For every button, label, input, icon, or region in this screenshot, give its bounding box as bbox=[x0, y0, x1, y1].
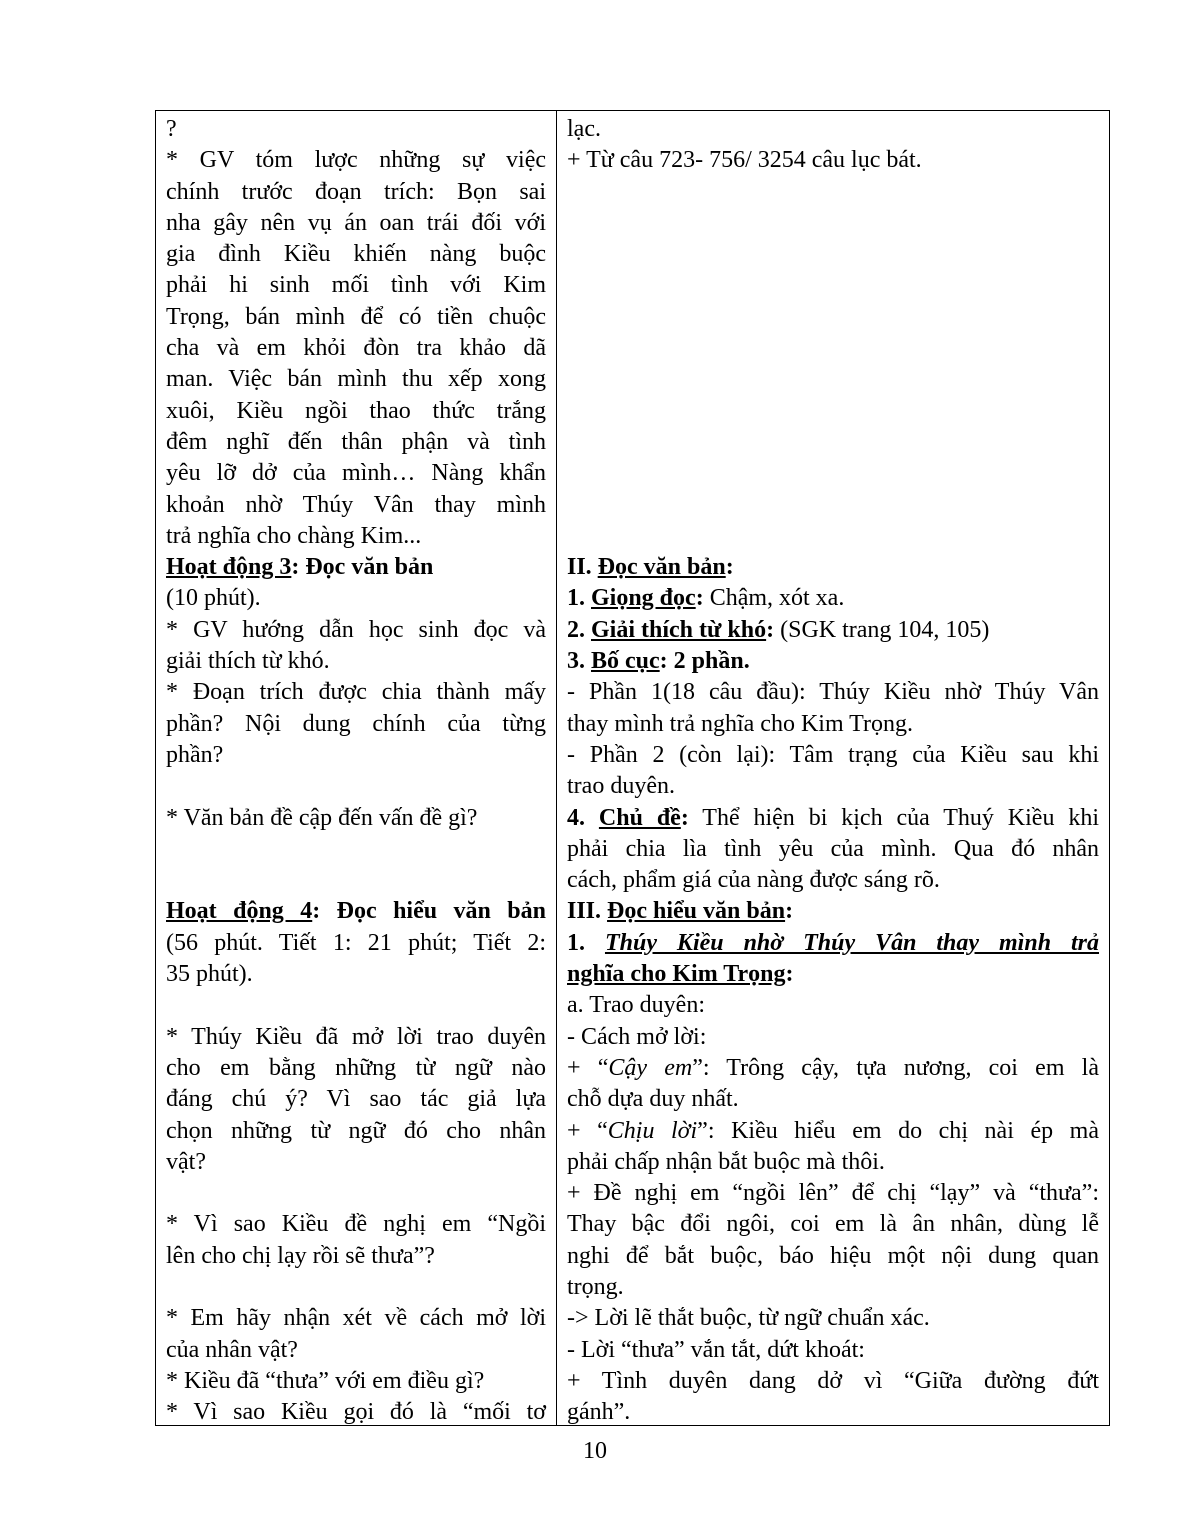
cay-em-line bbox=[567, 1053, 1099, 1084]
glossary-line bbox=[567, 615, 1099, 646]
subsection-1-heading-cont bbox=[567, 959, 1099, 990]
blank-line bbox=[166, 771, 546, 802]
blank-line bbox=[567, 208, 1099, 239]
subsection-1-number: 1. bbox=[567, 929, 605, 956]
text-line: cho em bằng những từ ngữ nào bbox=[166, 1054, 546, 1081]
layout-line bbox=[567, 646, 1099, 677]
item-colon: : bbox=[695, 585, 704, 612]
layout-label: Bố cục bbox=[591, 648, 660, 675]
glossary-label: Giải thích từ khó bbox=[591, 616, 767, 643]
text-line: * Đoạn trích được chia thành mấy bbox=[166, 679, 546, 706]
text-line: - Lời “thưa” vắn tắt, dứt khoát: bbox=[567, 1336, 865, 1363]
text-line: * Văn bản đề cập đến vấn đề gì? bbox=[166, 804, 478, 831]
subsection-1-title-cont: nghĩa cho Kim Trọng bbox=[567, 961, 786, 988]
activity-4-heading bbox=[166, 896, 546, 927]
text-line: cha và em khỏi đòn tra khảo dã bbox=[166, 335, 546, 362]
text-line: phải chấp nhận bắt buộc mà thôi. bbox=[567, 1148, 885, 1175]
activity-3-heading bbox=[166, 552, 546, 583]
activity-3-label: Hoạt động 3 bbox=[166, 554, 292, 581]
theme-line bbox=[567, 803, 1099, 834]
activity-4-title: : Đọc hiểu văn bản bbox=[312, 898, 546, 925]
chiu-loi-explanation: ”: Kiều hiểu em do chị nài ép mà bbox=[697, 1117, 1099, 1144]
text-line: phần? bbox=[166, 741, 224, 768]
text-line: - Phần 1(18 câu đầu): Thúy Kiều nhờ Thúy Vân bbox=[567, 679, 1099, 706]
text-line: Trọng, bán mình để có tiền chuộc bbox=[166, 303, 546, 330]
subsection-1-heading bbox=[567, 928, 1099, 959]
text-line: * Em hãy nhận xét về cách mở lời bbox=[166, 1305, 546, 1332]
text-line: lạc. bbox=[567, 116, 601, 142]
text-line: (56 phút. Tiết 1: 21 phút; Tiết 2: bbox=[166, 929, 546, 956]
text-line: (10 phút). bbox=[166, 585, 261, 612]
activity-3-title: : Đọc văn bản bbox=[291, 554, 434, 581]
text-line: gia đình Kiều khiến nàng buộc bbox=[166, 241, 546, 268]
text-line: - Phần 2 (còn lại): Tâm trạng của Kiều sau khi bbox=[567, 741, 1099, 768]
text-line: trọng. bbox=[567, 1273, 624, 1300]
blank-line bbox=[567, 333, 1099, 364]
text-line: gánh”. bbox=[567, 1399, 631, 1425]
section-3-colon: : bbox=[785, 898, 794, 925]
text-line: cách, phẩm giá của nàng được sáng rõ. bbox=[567, 867, 940, 894]
item-number: 2. bbox=[567, 616, 591, 643]
theme-label: Chủ đề bbox=[598, 804, 681, 831]
item-colon: : bbox=[766, 616, 775, 643]
reading-voice-label: Giọng đọc bbox=[591, 585, 696, 612]
text-line: chọn những từ ngữ đó cho nhân bbox=[166, 1117, 546, 1144]
blank-line bbox=[567, 177, 1099, 208]
theme-text: Thể hiện bi kịch của Thuý Kiều khi bbox=[688, 804, 1100, 831]
text-line: * Vì sao Kiều gọi đó là “mối tơ bbox=[166, 1399, 546, 1425]
chiu-loi-term: Chịu lời bbox=[607, 1117, 698, 1144]
text-line: trao duyên. bbox=[567, 773, 675, 800]
cay-em-explanation: ”: Trông cậy, tựa nương, coi em là bbox=[692, 1054, 1100, 1081]
text-line: chỗ dựa duy nhất. bbox=[567, 1086, 739, 1113]
item-number: 4. bbox=[567, 804, 599, 831]
text-line: vật? bbox=[166, 1148, 206, 1175]
blank-line bbox=[567, 458, 1099, 489]
cay-em-term: Cậy em bbox=[608, 1054, 693, 1081]
text-line: nha gây nên vụ án oan trái đối với bbox=[166, 209, 546, 236]
blank-line bbox=[567, 364, 1099, 395]
text-line: giải thích từ khó. bbox=[166, 648, 330, 675]
reading-voice-line bbox=[567, 583, 1099, 614]
blank-line bbox=[166, 1178, 546, 1209]
text-line: man. Việc bán mình thu xếp xong bbox=[166, 366, 546, 393]
text-line: đêm nghĩ đến thân phận và tình bbox=[166, 428, 546, 455]
text-line: xuôi, Kiều ngồi thao thức trắng bbox=[166, 397, 546, 424]
section-3-title: Đọc hiểu văn bản bbox=[607, 898, 786, 925]
section-2-number: II. bbox=[567, 554, 598, 581]
blank-line bbox=[166, 865, 546, 896]
quote-open: + “ bbox=[567, 1117, 608, 1144]
text-line: * GV hướng dẫn học sinh đọc và bbox=[166, 616, 546, 643]
text-line: của nhân vật? bbox=[166, 1336, 298, 1363]
text-line: * Kiều đã “thưa” với em điều gì? bbox=[166, 1367, 485, 1394]
section-3-heading bbox=[567, 896, 1099, 927]
teacher-activity-column bbox=[156, 111, 557, 1425]
text-line: thay mình trả nghĩa cho Kim Trọng. bbox=[567, 710, 913, 737]
item-colon: : bbox=[680, 804, 689, 831]
text-line: phải hi sinh mối tình với Kim bbox=[166, 272, 546, 299]
section-3-number: III. bbox=[567, 898, 608, 925]
text-line: khoản nhờ Thúy Vân thay mình bbox=[166, 491, 546, 518]
text-line: * Thúy Kiều đã mở lời trao duyên bbox=[166, 1023, 546, 1050]
text-line: -> Lời lẽ thắt buộc, từ ngữ chuẩn xác. bbox=[567, 1305, 930, 1332]
blank-line bbox=[166, 1272, 546, 1303]
item-number: 1. bbox=[567, 585, 591, 612]
activity-4-label: Hoạt động 4 bbox=[166, 898, 313, 925]
subsection-1-colon: : bbox=[785, 961, 794, 988]
chiu-loi-line bbox=[567, 1116, 1099, 1147]
text-line: yêu lỡ dở của mình… Nàng khẩn bbox=[166, 460, 546, 487]
section-2-title: Đọc văn bản bbox=[597, 554, 726, 581]
blank-line bbox=[567, 490, 1099, 521]
blank-line bbox=[567, 239, 1099, 270]
blank-line bbox=[567, 302, 1099, 333]
text-line: đáng chú ý? Vì sao tác giả lựa bbox=[166, 1086, 546, 1113]
text-line: phần? Nội dung chính của từng bbox=[166, 710, 546, 737]
blank-line bbox=[166, 990, 546, 1021]
blank-line bbox=[567, 270, 1099, 301]
text-line: + Tình duyên dang dở vì “Giữa đường đứt bbox=[567, 1367, 1099, 1394]
text-line: + Từ câu 723- 756/ 3254 câu lục bát. bbox=[567, 147, 922, 174]
text-line: trả nghĩa cho chàng Kim... bbox=[166, 522, 422, 549]
glossary-text: (SGK trang 104, 105) bbox=[774, 616, 990, 643]
blank-line bbox=[567, 521, 1099, 552]
text-line: ? bbox=[166, 116, 177, 142]
blank-line bbox=[166, 834, 546, 865]
text-line: a. Trao duyên: bbox=[567, 992, 705, 1019]
quote-open: + “ bbox=[567, 1054, 609, 1081]
text-line: chính trước đoạn trích: Bọn sai bbox=[166, 178, 546, 205]
blank-line bbox=[567, 427, 1099, 458]
student-content-column bbox=[557, 111, 1109, 1425]
item-number: 3. bbox=[567, 648, 591, 675]
subsection-1-title: Thúy Kiều nhờ Thúy Vân thay mình trả bbox=[604, 929, 1100, 956]
text-line: * GV tóm lược những sự việc bbox=[166, 147, 546, 174]
blank-line bbox=[567, 396, 1099, 427]
text-line: phải chia lìa tình yêu của mình. Qua đó nhân bbox=[567, 835, 1099, 862]
text-line: - Cách mở lời: bbox=[567, 1023, 707, 1050]
page-number: 10 bbox=[583, 1438, 607, 1464]
lesson-table bbox=[155, 110, 1110, 1426]
section-2-colon: : bbox=[725, 554, 734, 581]
section-2-heading bbox=[567, 552, 1099, 583]
layout-text: : 2 phần. bbox=[659, 648, 750, 675]
text-line: Thay bậc đổi ngôi, coi em là ân nhân, dùng lễ bbox=[567, 1211, 1099, 1238]
text-line: nghi để bắt buộc, báo hiệu một nội dung quan bbox=[567, 1242, 1099, 1269]
reading-voice-text: Chậm, xót xa. bbox=[703, 585, 845, 612]
text-line: * Vì sao Kiều đề nghị em “Ngồi bbox=[166, 1211, 546, 1238]
text-line: + Đề nghị em “ngồi lên” để chị “lạy” và “thưa”: bbox=[567, 1180, 1099, 1207]
text-line: lên cho chị lạy rồi sẽ thưa”? bbox=[166, 1242, 435, 1269]
text-line: 35 phút). bbox=[166, 961, 253, 988]
